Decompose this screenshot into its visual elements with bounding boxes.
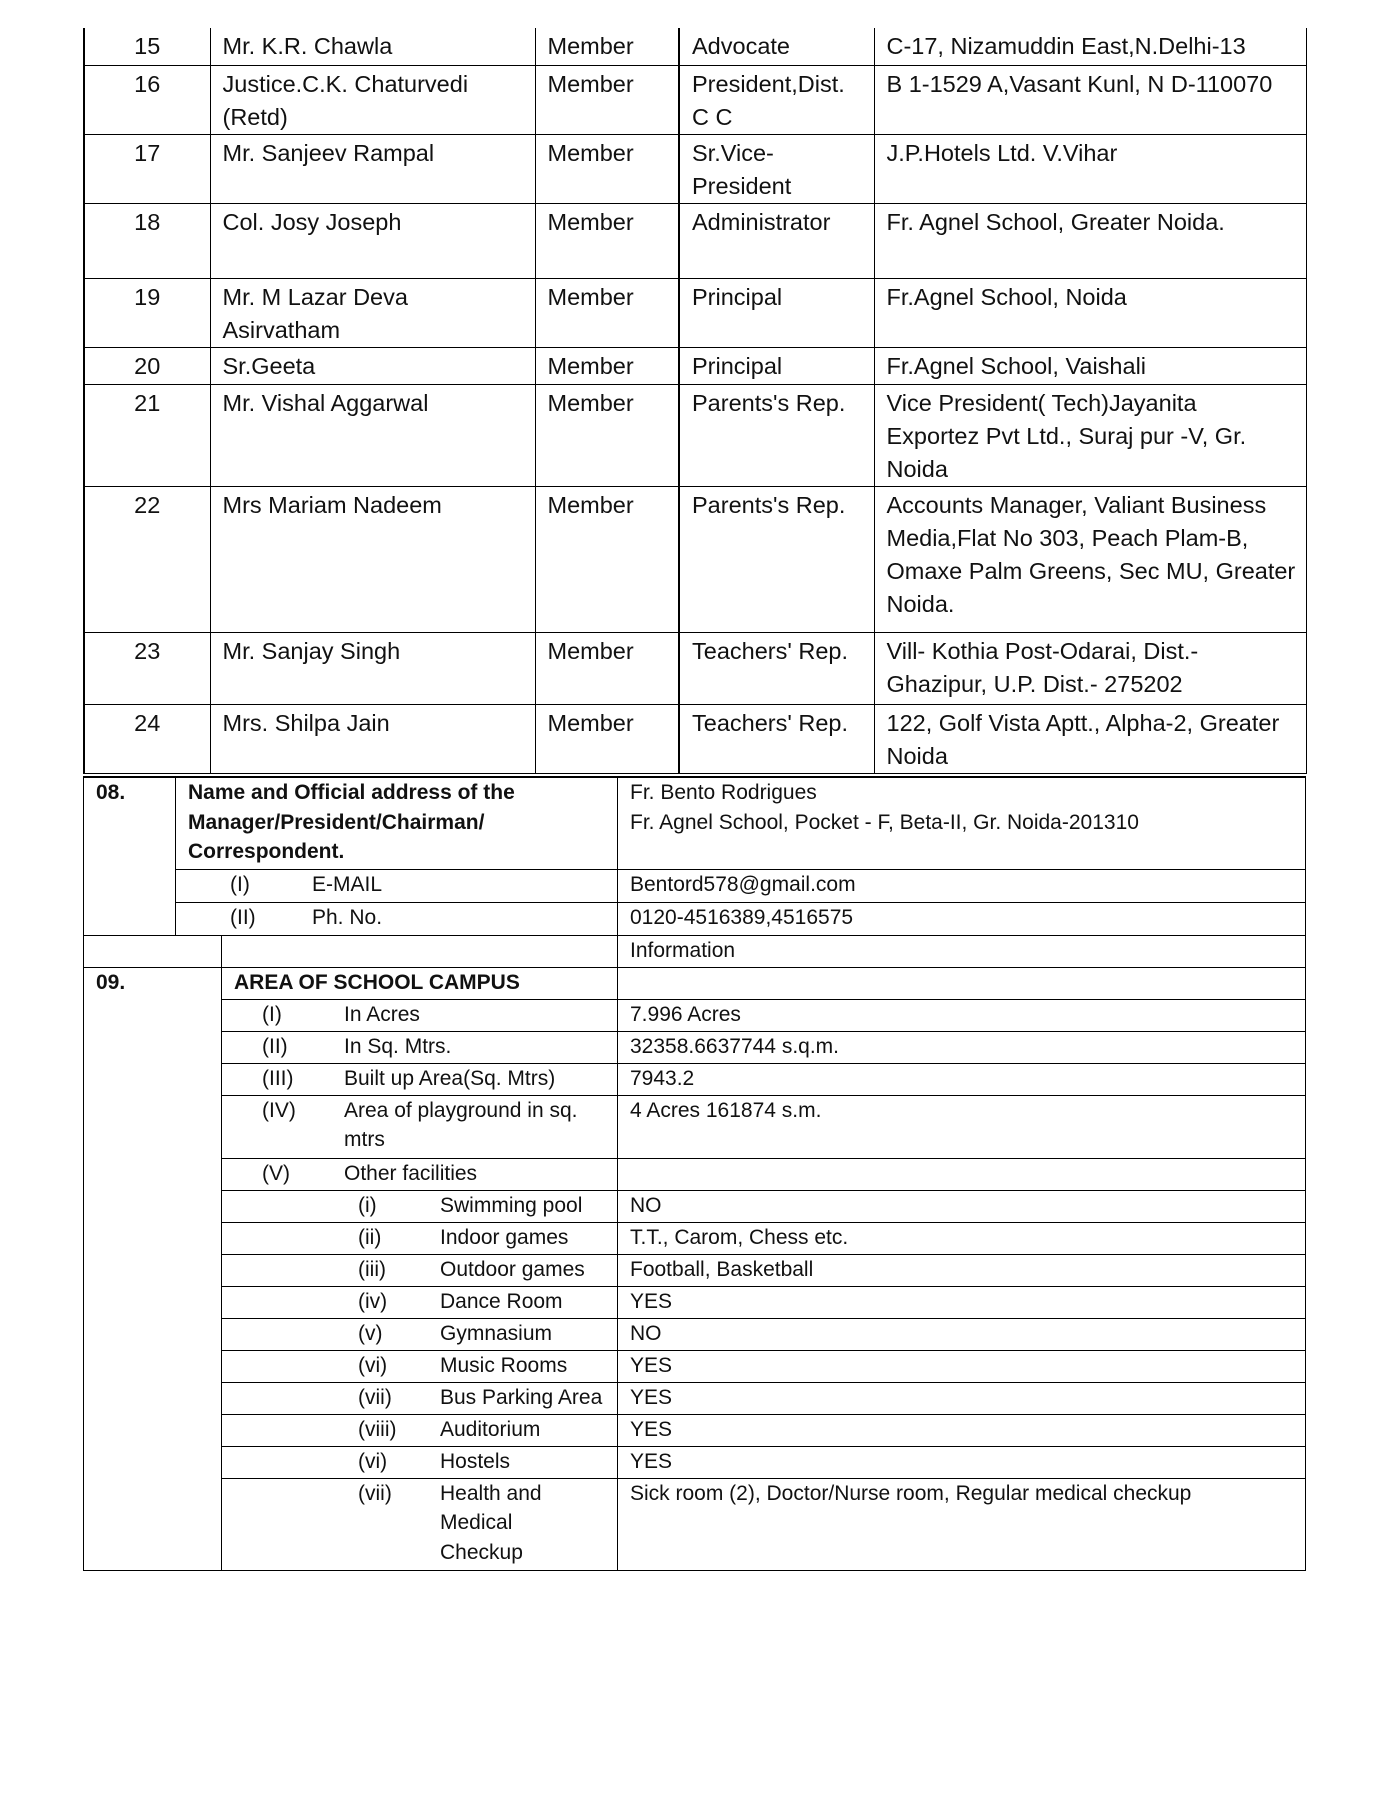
table-row bbox=[84, 967, 1306, 999]
manager-name: Fr. Bento Rodrigues bbox=[630, 781, 817, 804]
table-row bbox=[84, 632, 1306, 704]
table-row bbox=[84, 28, 1306, 65]
table-row bbox=[84, 777, 1306, 869]
area-label: (V) Other facilities bbox=[222, 1158, 618, 1190]
facility-label: (vi) Hostels bbox=[222, 1446, 618, 1478]
facility-label: (vii) Bus Parking Area bbox=[222, 1382, 618, 1414]
area-label: (III) Built up Area(Sq. Mtrs) bbox=[222, 1063, 618, 1095]
facility-label: (iv) Dance Room bbox=[222, 1286, 618, 1318]
member-role: Member bbox=[535, 28, 679, 65]
member-name: Mrs. Shilpa Jain bbox=[210, 704, 535, 773]
member-address: Vill- Kothia Post-Odarai, Dist.- Ghazipur, U.P. Dist.- 275202 bbox=[874, 632, 1306, 704]
table-row bbox=[84, 869, 1306, 902]
info-label: Information bbox=[618, 935, 1306, 967]
facility-value: YES bbox=[618, 1286, 1306, 1318]
facility-label: (viii) Auditorium bbox=[222, 1414, 618, 1446]
member-designation: Administrator bbox=[679, 203, 874, 278]
facility-label: (vi) Music Rooms bbox=[222, 1350, 618, 1382]
table-row bbox=[84, 1350, 1306, 1382]
table-row bbox=[84, 1446, 1306, 1478]
table-row bbox=[84, 704, 1306, 773]
facility-label: (ii) Indoor games bbox=[222, 1222, 618, 1254]
facility-label: (i) Swimming pool bbox=[222, 1190, 618, 1222]
section08-label: Name and Official address of the Manager/President/Chairman/ Correspondent. bbox=[176, 777, 618, 869]
table-row bbox=[84, 1382, 1306, 1414]
table-row bbox=[84, 1286, 1306, 1318]
member-name: Mr. Sanjay Singh bbox=[210, 632, 535, 704]
area-label: (I) In Acres bbox=[222, 999, 618, 1031]
member-name: Mrs Mariam Nadeem bbox=[210, 486, 535, 632]
member-address: C-17, Nizamuddin East,N.Delhi-13 bbox=[874, 28, 1306, 65]
member-address: Accounts Manager, Valiant Business Media,Flat No 303, Peach Plam-B, Omaxe Palm Greens, Sec MU, Greater Noida. bbox=[874, 486, 1306, 632]
area-value: 4 Acres 161874 s.m. bbox=[618, 1095, 1306, 1158]
members-table bbox=[83, 28, 1307, 774]
member-role: Member bbox=[535, 203, 679, 278]
member-no: 19 bbox=[84, 278, 210, 347]
member-no: 22 bbox=[84, 486, 210, 632]
phone-label: (II) Ph. No. bbox=[176, 902, 618, 935]
member-name: Mr. Sanjeev Rampal bbox=[210, 134, 535, 203]
member-designation: Parents's Rep. bbox=[679, 384, 874, 486]
table-row bbox=[84, 1190, 1306, 1222]
member-address: Fr.Agnel School, Noida bbox=[874, 278, 1306, 347]
member-name: Mr. K.R. Chawla bbox=[210, 28, 535, 65]
facility-label: (vii) Health and Medical Checkup bbox=[222, 1478, 618, 1570]
member-name: Mr. M Lazar Deva Asirvatham bbox=[210, 278, 535, 347]
phone-value: 0120-4516389,4516575 bbox=[618, 902, 1306, 935]
member-no: 23 bbox=[84, 632, 210, 704]
facility-value: YES bbox=[618, 1382, 1306, 1414]
member-name: Sr.Geeta bbox=[210, 347, 535, 384]
section-number: 08. bbox=[84, 777, 176, 869]
member-no: 17 bbox=[84, 134, 210, 203]
member-designation: Principal bbox=[679, 347, 874, 384]
facility-value: Sick room (2), Doctor/Nurse room, Regular medical checkup bbox=[618, 1478, 1306, 1570]
table-row bbox=[84, 1414, 1306, 1446]
table-row bbox=[84, 1254, 1306, 1286]
member-address: Vice President( Tech)Jayanita Exportez Pvt Ltd., Suraj pur -V, Gr. Noida bbox=[874, 384, 1306, 486]
member-no: 20 bbox=[84, 347, 210, 384]
facility-label: (iii) Outdoor games bbox=[222, 1254, 618, 1286]
table-row bbox=[84, 347, 1306, 384]
table-row bbox=[84, 1222, 1306, 1254]
member-role: Member bbox=[535, 347, 679, 384]
member-role: Member bbox=[535, 65, 679, 134]
facility-value: T.T., Carom, Chess etc. bbox=[618, 1222, 1306, 1254]
member-no: 18 bbox=[84, 203, 210, 278]
member-role: Member bbox=[535, 134, 679, 203]
member-designation: Advocate bbox=[679, 28, 874, 65]
member-address: 122, Golf Vista Aptt., Alpha-2, Greater Noida bbox=[874, 704, 1306, 773]
member-role: Member bbox=[535, 486, 679, 632]
member-designation: Teachers' Rep. bbox=[679, 704, 874, 773]
member-no: 21 bbox=[84, 384, 210, 486]
table-row bbox=[84, 999, 1306, 1031]
member-no: 15 bbox=[84, 28, 210, 65]
section09-title: AREA OF SCHOOL CAMPUS bbox=[222, 967, 618, 999]
table-row bbox=[84, 278, 1306, 347]
member-role: Member bbox=[535, 704, 679, 773]
member-designation: President,Dist. C C bbox=[679, 65, 874, 134]
table-row bbox=[84, 203, 1306, 278]
member-designation: Principal bbox=[679, 278, 874, 347]
member-no: 24 bbox=[84, 704, 210, 773]
member-address: J.P.Hotels Ltd. V.Vihar bbox=[874, 134, 1306, 203]
member-address: Fr.Agnel School, Vaishali bbox=[874, 347, 1306, 384]
facility-value: YES bbox=[618, 1446, 1306, 1478]
table-row bbox=[84, 1063, 1306, 1095]
table-row bbox=[84, 134, 1306, 203]
member-designation: Parents's Rep. bbox=[679, 486, 874, 632]
member-name: Justice.C.K. Chaturvedi (Retd) bbox=[210, 65, 535, 134]
area-value: 7.996 Acres bbox=[618, 999, 1306, 1031]
facility-value: YES bbox=[618, 1414, 1306, 1446]
section08-value bbox=[618, 777, 1306, 869]
member-role: Member bbox=[535, 278, 679, 347]
area-value: 32358.6637744 s.q.m. bbox=[618, 1031, 1306, 1063]
facility-label: (v) Gymnasium bbox=[222, 1318, 618, 1350]
school-info-table bbox=[83, 776, 1306, 1571]
member-name: Mr. Vishal Aggarwal bbox=[210, 384, 535, 486]
facility-value: NO bbox=[618, 1190, 1306, 1222]
facility-value: NO bbox=[618, 1318, 1306, 1350]
table-row bbox=[84, 1031, 1306, 1063]
member-no: 16 bbox=[84, 65, 210, 134]
table-row bbox=[84, 486, 1306, 632]
email-value: Bentord578@gmail.com bbox=[618, 869, 1306, 902]
table-row bbox=[84, 935, 1306, 967]
manager-address: Fr. Agnel School, Pocket - F, Beta-II, Gr. Noida-201310 bbox=[630, 810, 1139, 834]
member-designation: Sr.Vice-President bbox=[679, 134, 874, 203]
table-row bbox=[84, 384, 1306, 486]
member-name: Col. Josy Joseph bbox=[210, 203, 535, 278]
table-row bbox=[84, 65, 1306, 134]
member-role: Member bbox=[535, 632, 679, 704]
area-value: 7943.2 bbox=[618, 1063, 1306, 1095]
table-row bbox=[84, 1318, 1306, 1350]
facility-value: YES bbox=[618, 1350, 1306, 1382]
facility-value: Football, Basketball bbox=[618, 1254, 1306, 1286]
section-number: 09. bbox=[84, 967, 222, 999]
area-value bbox=[618, 1158, 1306, 1190]
area-label: (IV) Area of playground in sq. mtrs bbox=[222, 1095, 618, 1158]
member-address: B 1-1529 A,Vasant Kunl, N D-110070 bbox=[874, 65, 1306, 134]
member-address: Fr. Agnel School, Greater Noida. bbox=[874, 203, 1306, 278]
member-designation: Teachers' Rep. bbox=[679, 632, 874, 704]
table-row bbox=[84, 902, 1306, 935]
table-row bbox=[84, 1478, 1306, 1570]
table-row bbox=[84, 1158, 1306, 1190]
table-row bbox=[84, 1095, 1306, 1158]
member-role: Member bbox=[535, 384, 679, 486]
area-label: (II) In Sq. Mtrs. bbox=[222, 1031, 618, 1063]
email-label: (I) E-MAIL bbox=[176, 869, 618, 902]
